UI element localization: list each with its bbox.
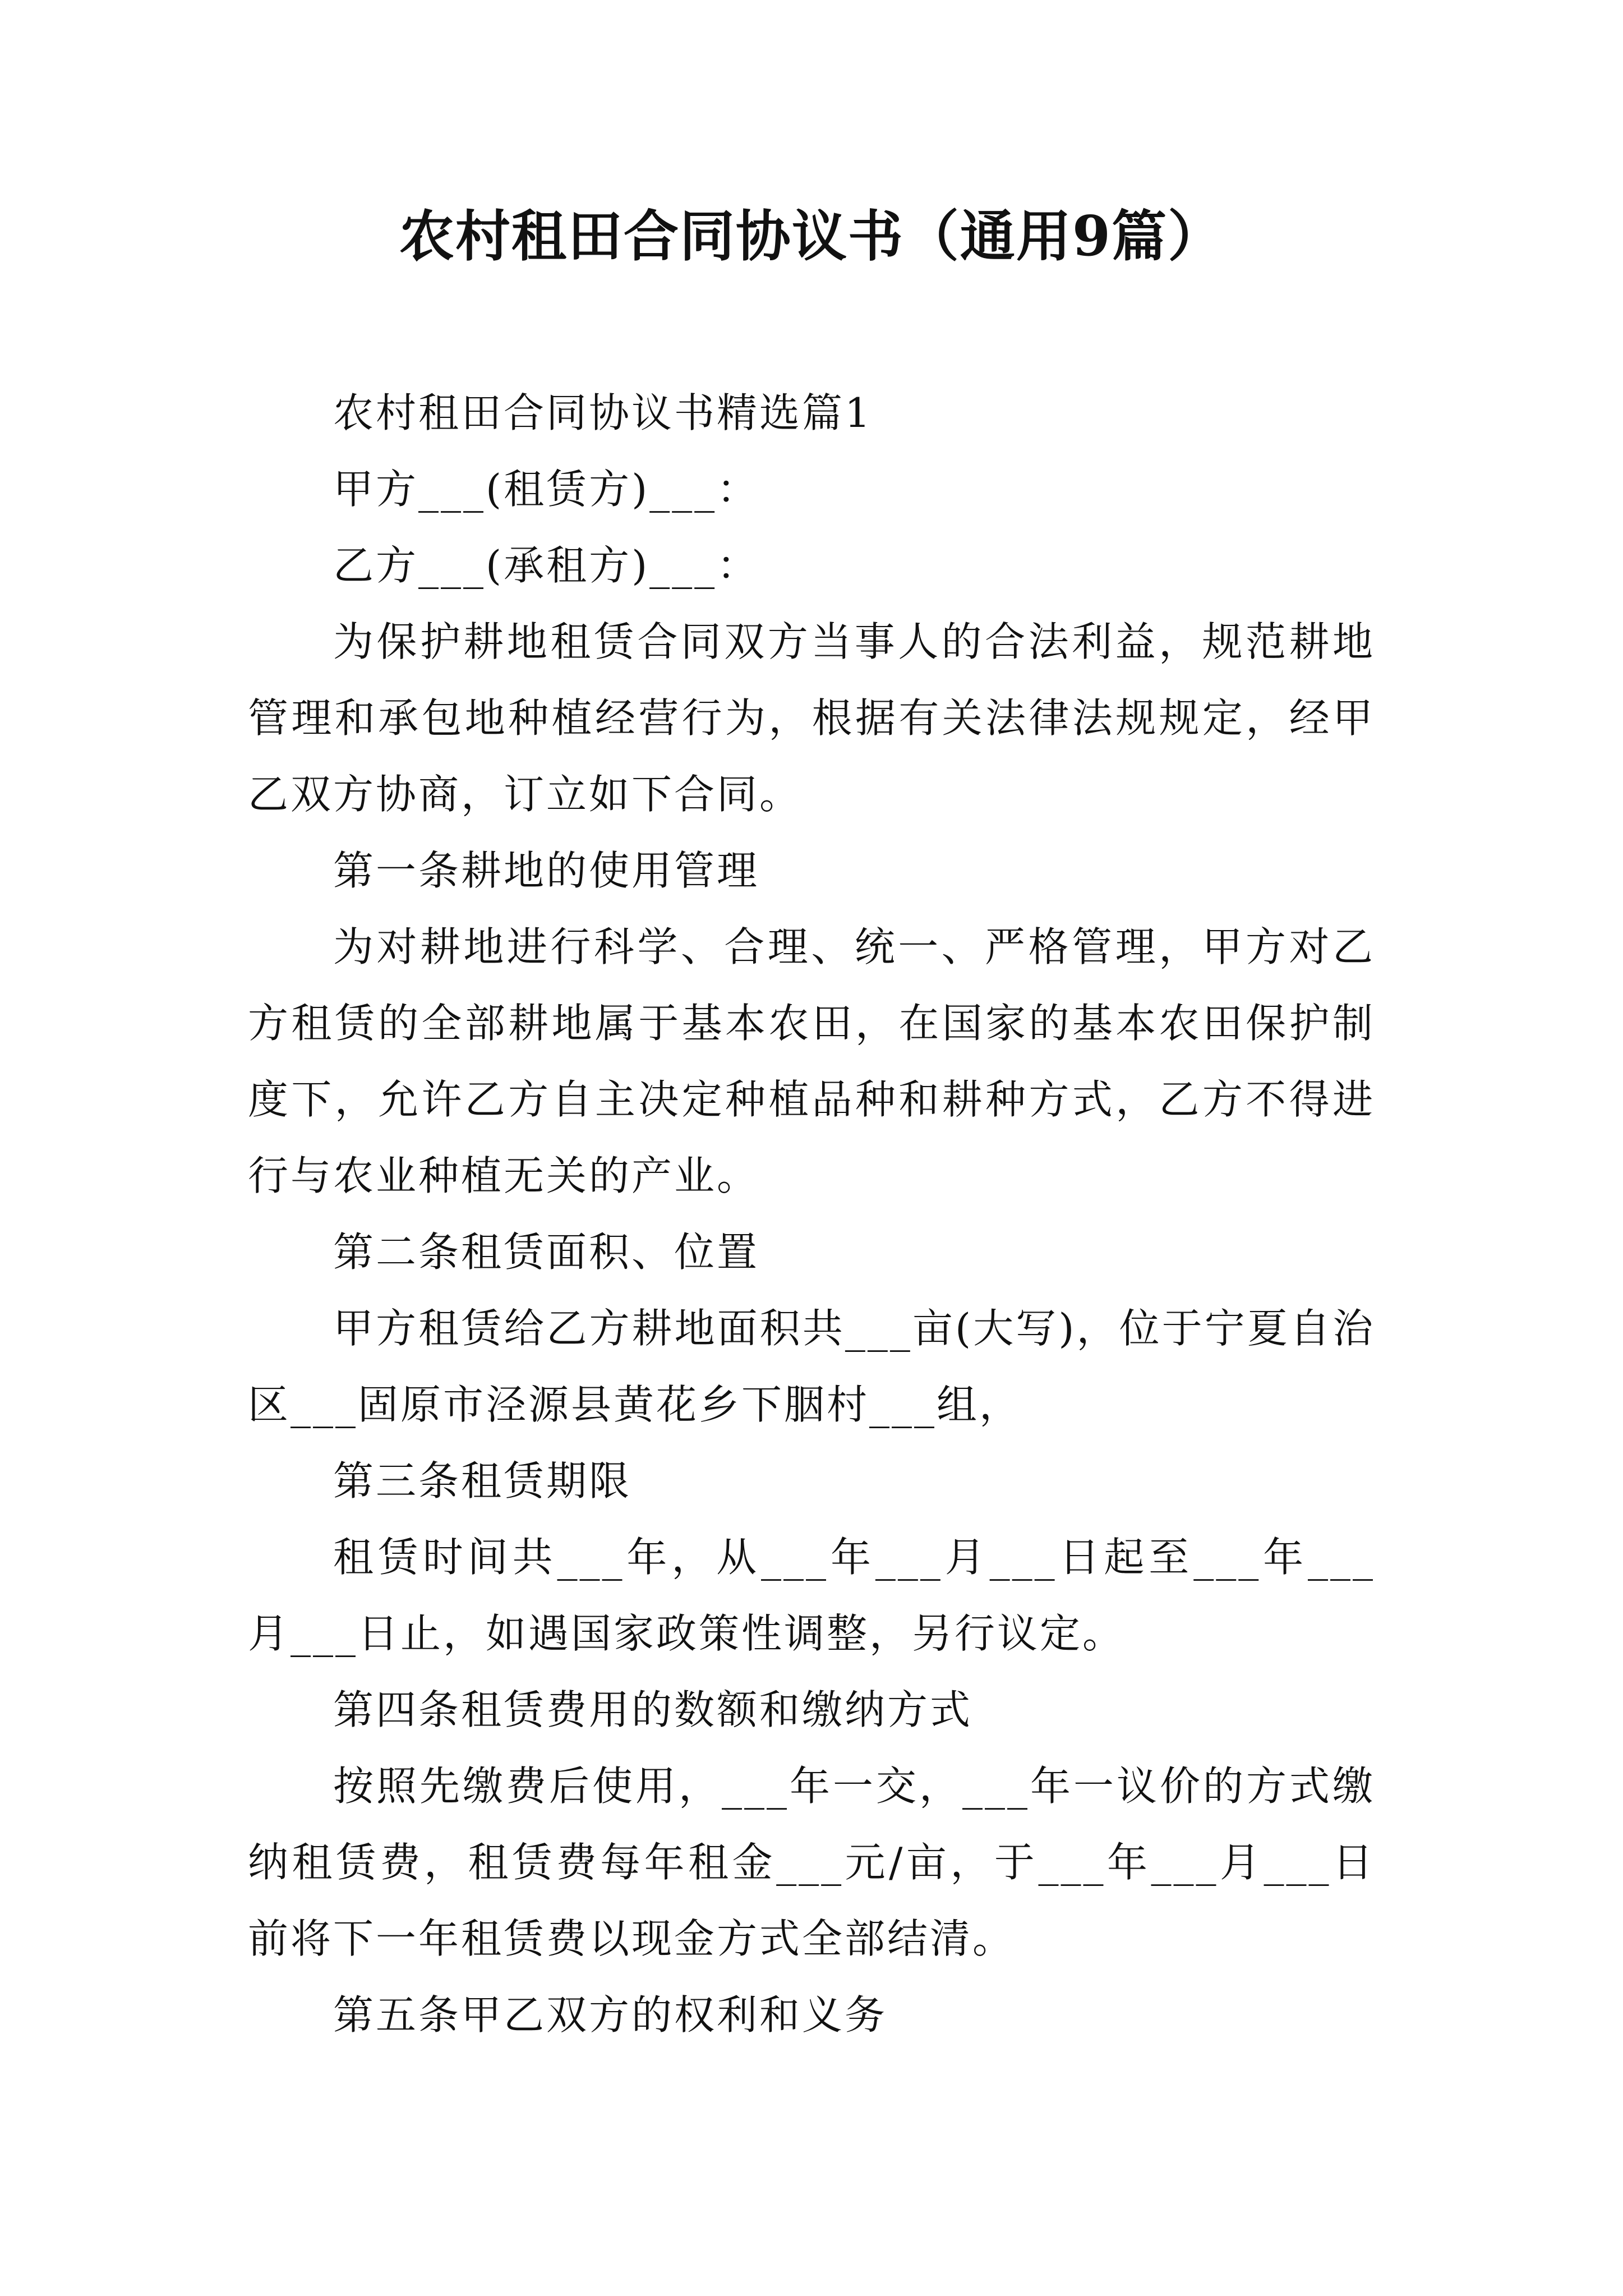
article-5-heading: 第五条甲乙双方的权利和义务 bbox=[333, 1991, 888, 2039]
article-2-heading: 第二条租赁面积、位置 bbox=[333, 1228, 760, 1276]
article-4-heading: 第四条租赁费用的数额和缴纳方式 bbox=[333, 1686, 973, 1733]
document-title: 农村租田合同协议书（通用9篇） bbox=[399, 204, 1224, 269]
article-2-body: 甲方租赁给乙方耕地面积共___亩(大写)，位于宁夏自治区___固原市泾源县黄花乡下胭村___组， bbox=[248, 1305, 1375, 1428]
article-3-heading: 第三条租赁期限 bbox=[333, 1457, 632, 1504]
document-body bbox=[248, 375, 1375, 2053]
article-3-body: 租赁时间共___年，从___年___月___日起至___年___月___日止，如遇国家政策性调整，另行议定。 bbox=[248, 1534, 1375, 1657]
article-1-heading: 第一条耕地的使用管理 bbox=[333, 847, 760, 894]
article-4-body: 按照先缴费后使用，___年一交，___年一议价的方式缴纳租赁费，租赁费每年租金___元/亩，于___年___月___日前将下一年租赁费以现金方式全部结清。 bbox=[248, 1763, 1375, 1962]
section-heading-1: 农村租田合同协议书精选篇1 bbox=[333, 389, 873, 436]
party-b-line: 乙方___(承租方)___： bbox=[333, 542, 760, 589]
article-1-body: 为对耕地进行科学、合理、统一、严格管理，甲方对乙方租赁的全部耕地属于基本农田，在国家的基本农田保护制度下，允许乙方自主决定种植品种和耕种方式，乙方不得进行与农业种植无关的产业。 bbox=[248, 923, 1375, 1199]
preamble-paragraph: 为保护耕地租赁合同双方当事人的合法利益，规范耕地管理和承包地种植经营行为，根据有关法律法规规定，经甲乙双方协商，订立如下合同。 bbox=[248, 618, 1375, 818]
party-a-line: 甲方___(租赁方)___： bbox=[333, 466, 760, 513]
